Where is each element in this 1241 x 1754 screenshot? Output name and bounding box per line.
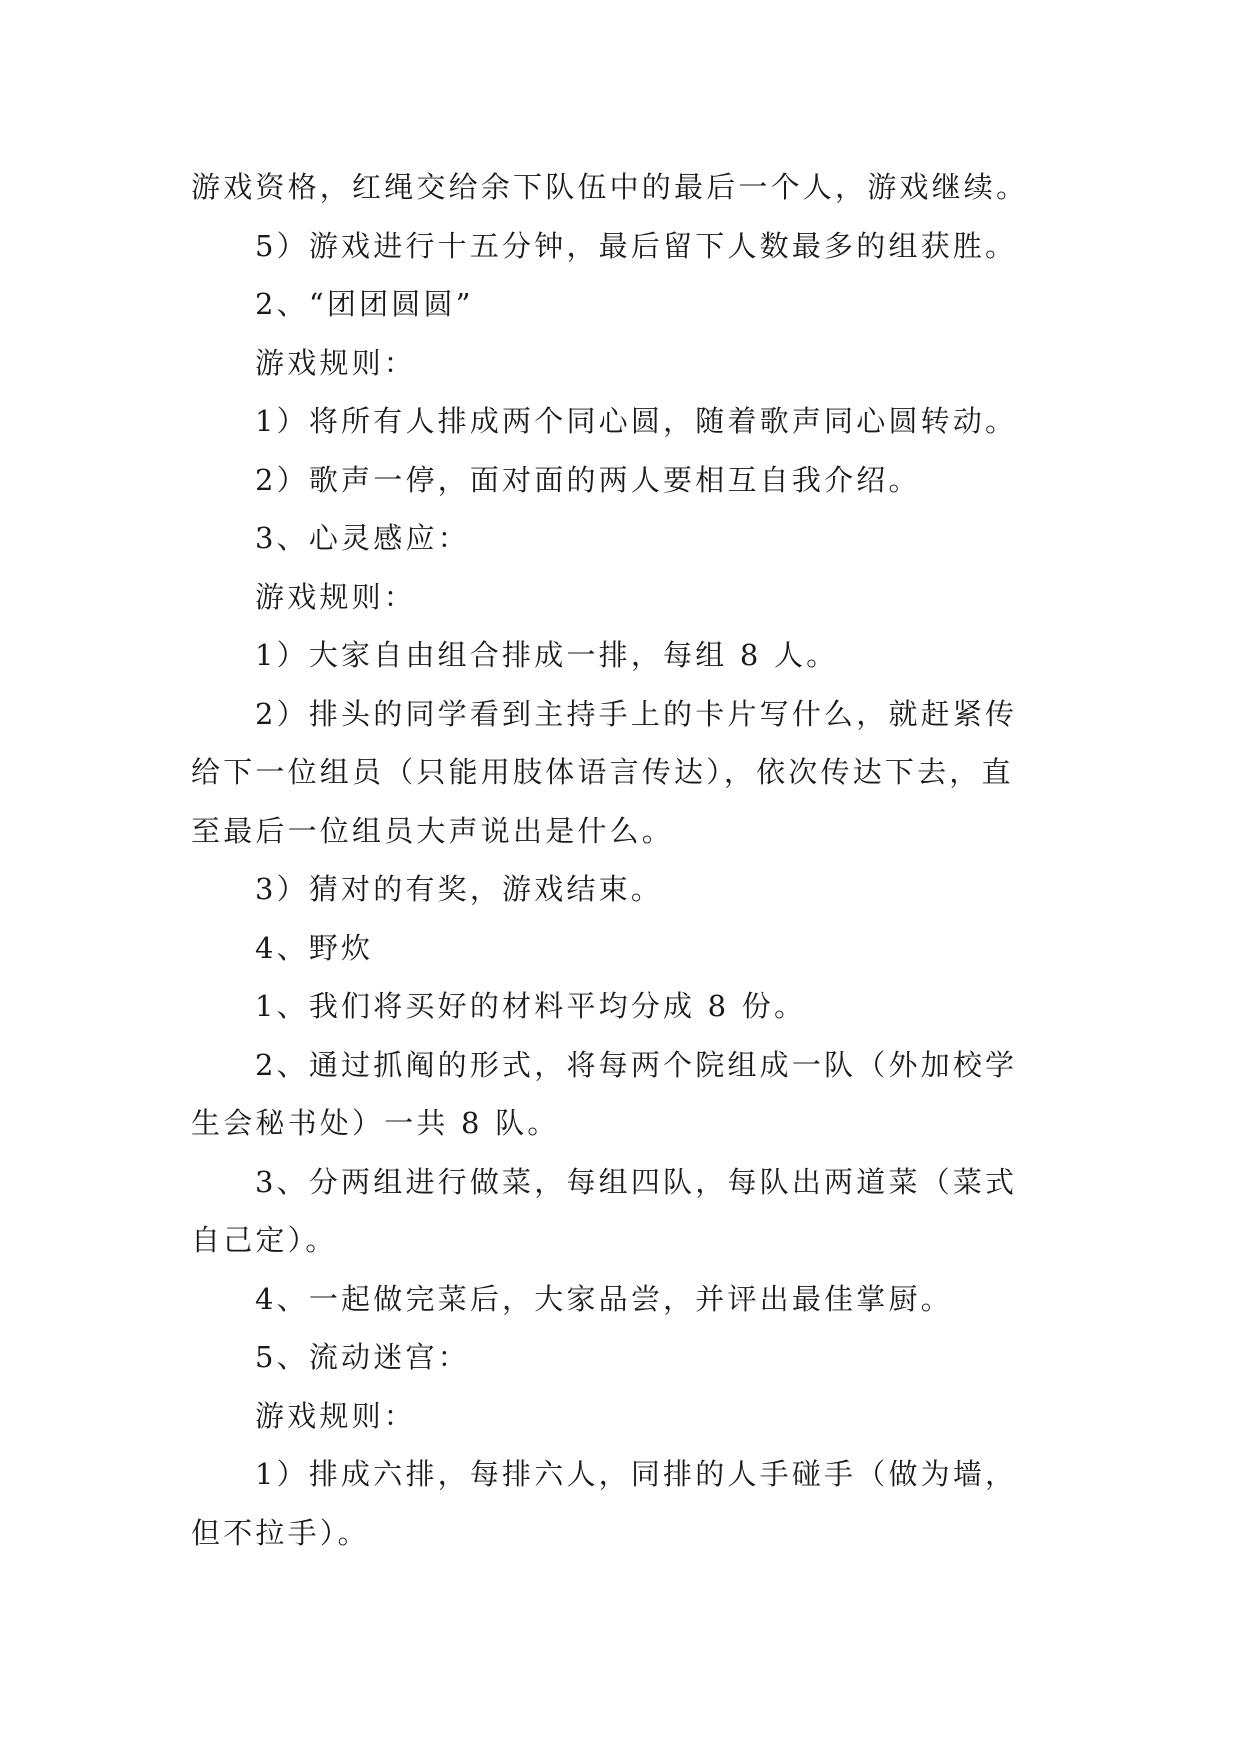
text-line-5: 1）将所有人排成两个同心圆，随着歌声同心圆转动。 [255,404,1018,438]
text-line-19: 自己定）。 [191,1223,338,1257]
section-heading-tuantuan: 2、“团团圆圆” [255,287,474,321]
text-line-9: 1）大家自由组合排成一排，每组 8 人。 [255,638,839,672]
rules-label: 游戏规则： [255,579,417,614]
document-body [191,158,1051,1562]
section-heading-yechui: 4、野炊 [255,930,374,965]
text-line-23: 1）排成六排，每排六人，同排的人手碰手（做为墙， [255,1457,1018,1491]
text-line-10: 2）排头的同学看到主持手上的卡片写什么，就赶紧传 [255,696,1018,731]
text-line-11: 给下一位组员（只能用肢体语言传达），依次传达下去，直 [191,755,1014,789]
text-line-12: 至最后一位组员大声说出是什么。 [191,813,675,848]
section-heading-xinling: 3、心灵感应： [255,521,470,555]
text-line-13: 3）猜对的有奖，游戏结束。 [255,872,664,906]
section-heading-migong: 5、流动迷宫： [255,1340,470,1374]
text-line-17: 生会秘书处）一共 8 队。 [191,1106,560,1140]
text-line-18: 3、分两组进行做菜，每组四队，每队出两道菜（菜式 [255,1164,1018,1199]
text-line-24: 但不拉手）。 [191,1515,370,1550]
text-line-16: 2、通过抓阄的形式，将每两个院组成一队（外加校学 [255,1047,1018,1082]
rules-label: 游戏规则： [255,1398,417,1433]
text-line-15: 1、我们将买好的材料平均分成 8 份。 [255,989,807,1023]
text-line-6: 2）歌声一停，面对面的两人要相互自我介绍。 [255,462,921,497]
text-line-1: 游戏资格，红绳交给余下队伍中的最后一个人，游戏继续。 [191,170,1029,204]
text-line-20: 4、一起做完菜后，大家品尝，并评出最佳掌厨。 [255,1281,953,1316]
rules-label: 游戏规则： [255,345,417,380]
text-line-2: 5）游戏进行十五分钟，最后留下人数最多的组获胜。 [255,228,1018,263]
